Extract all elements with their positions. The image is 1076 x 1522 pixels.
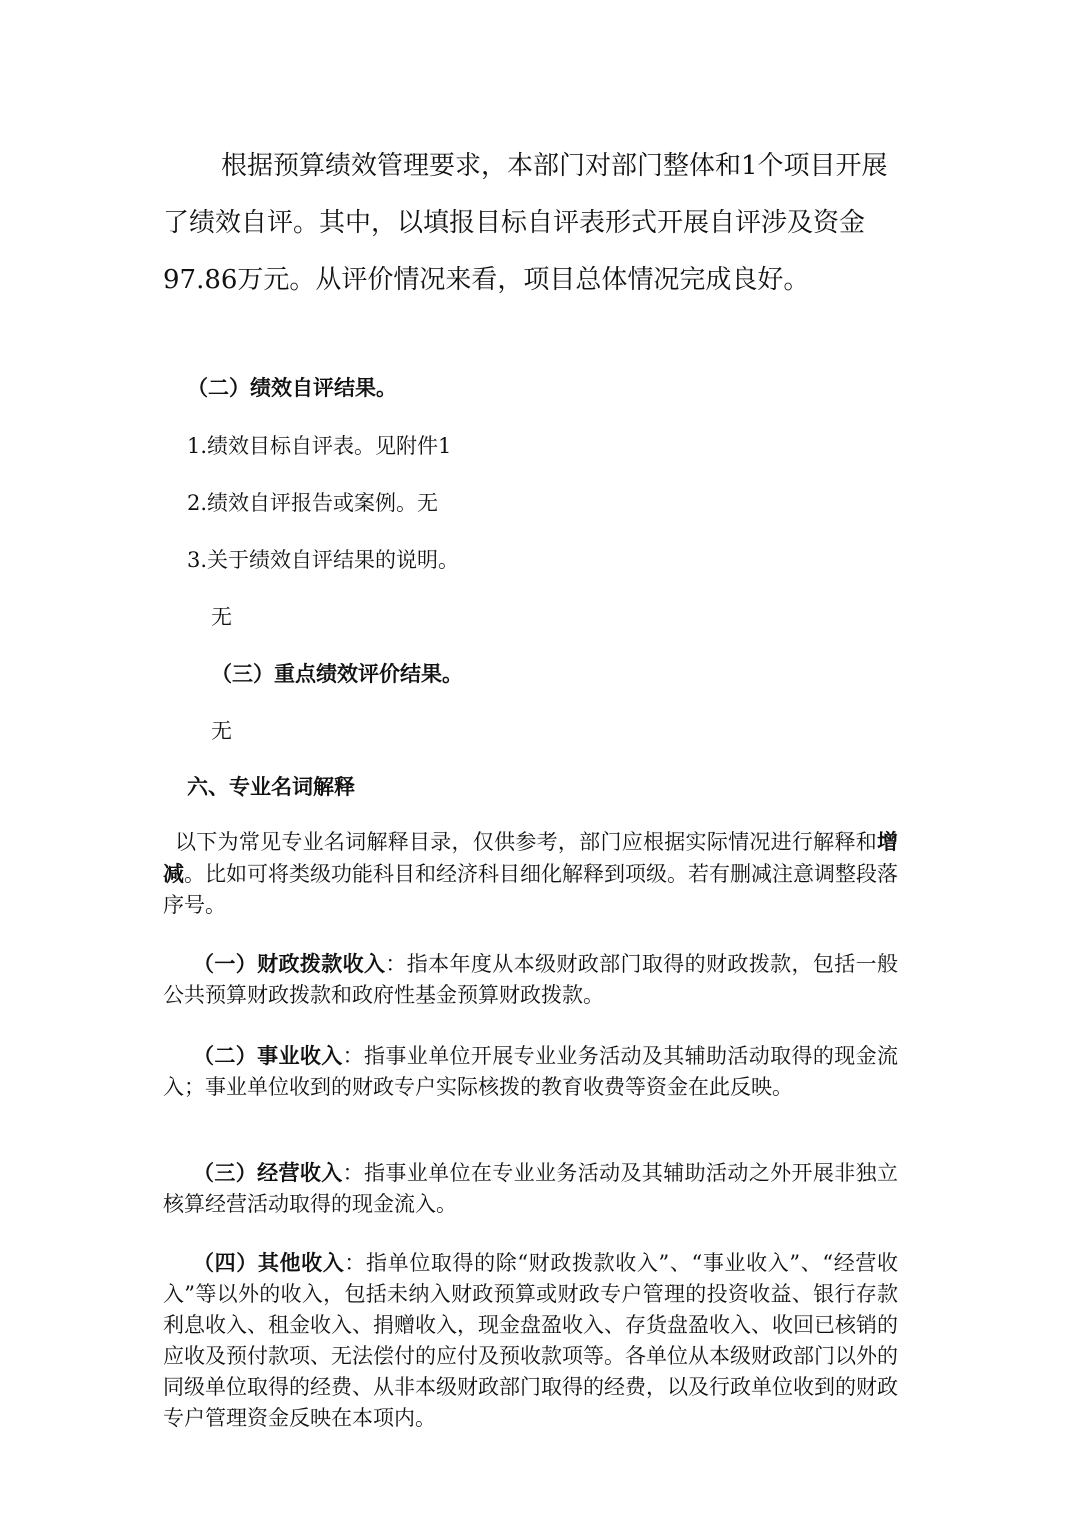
section-2-item-1: 1.绩效目标自评表。见附件1: [187, 434, 452, 458]
term-definition: ：指单位取得的除“财政拨款收入”、“事业收入”、“经营收入”等以外的收入，包括未纳入财政预算或财政专户管理的投资收益、银行存款利息收入、租金收入、捐赠收入，现金盘盈收入、存货盘盈收入、收回已核销的应收及预付款项、无法偿付的应付及预收款项等。各单位从本级财政部门以外的同级单位取得的经费、从非本级财政部门取得的经费，以及行政单位收到的财政专户管理资金反映在本项内。: [163, 1251, 898, 1430]
section-2-item-2: 2.绩效自评报告或案例。无: [187, 491, 439, 515]
intro-paragraph: [163, 138, 893, 309]
note-text-1: 以下为常见专业名词解释目录，仅供参考，部门应根据实际情况进行解释和: [175, 830, 877, 854]
note-text-bold: 增减: [163, 829, 898, 886]
section-3-value: 无: [211, 719, 232, 743]
term-definition: ：指事业单位开展专业业务活动及其辅助活动取得的现金流入；事业单位收到的财政专户实际核拨的教育收费等资金在此反映。: [163, 1044, 898, 1099]
term-name: （二）事业收入: [193, 1043, 343, 1068]
term-definition: ：指本年度从本级财政部门取得的财政拨款，包括一般公共预算财政拨款和政府性基金预算财政拨款。: [163, 952, 898, 1007]
term-paragraph: [163, 1157, 898, 1220]
term-paragraph: [163, 948, 898, 1011]
term-name: （三）经营收入: [193, 1160, 343, 1185]
note-text-2: 。比如可将类级功能科目和经济科目细化解释到项级。若有删减注意调整段落序号。: [163, 862, 898, 917]
section-2-item-3: 3.关于绩效自评结果的说明。: [187, 548, 460, 572]
section-6-title: 六、专业名词解释: [187, 774, 355, 799]
term-definition: ：指事业单位在专业业务活动及其辅助活动之外开展非独立核算经营活动取得的现金流入。: [163, 1161, 898, 1216]
term-name: （四）其他收入: [193, 1250, 345, 1275]
intro-text: 根据预算绩效管理要求，本部门对部门整体和1个项目开展了绩效自评。其中，以填报目标自评表形式开展自评涉及资金97.86万元。从评价情况来看，项目总体情况完成良好。: [163, 151, 888, 295]
section-3-title: （三）重点绩效评价结果。: [211, 661, 463, 686]
section-6-note: [163, 826, 898, 921]
term-name: （一）财政拨款收入: [193, 951, 386, 976]
term-paragraph: [163, 1247, 898, 1434]
section-2-item-3-value: 无: [211, 605, 232, 629]
term-paragraph: [163, 1040, 898, 1103]
section-2-title: （二）绩效自评结果。: [187, 375, 397, 400]
